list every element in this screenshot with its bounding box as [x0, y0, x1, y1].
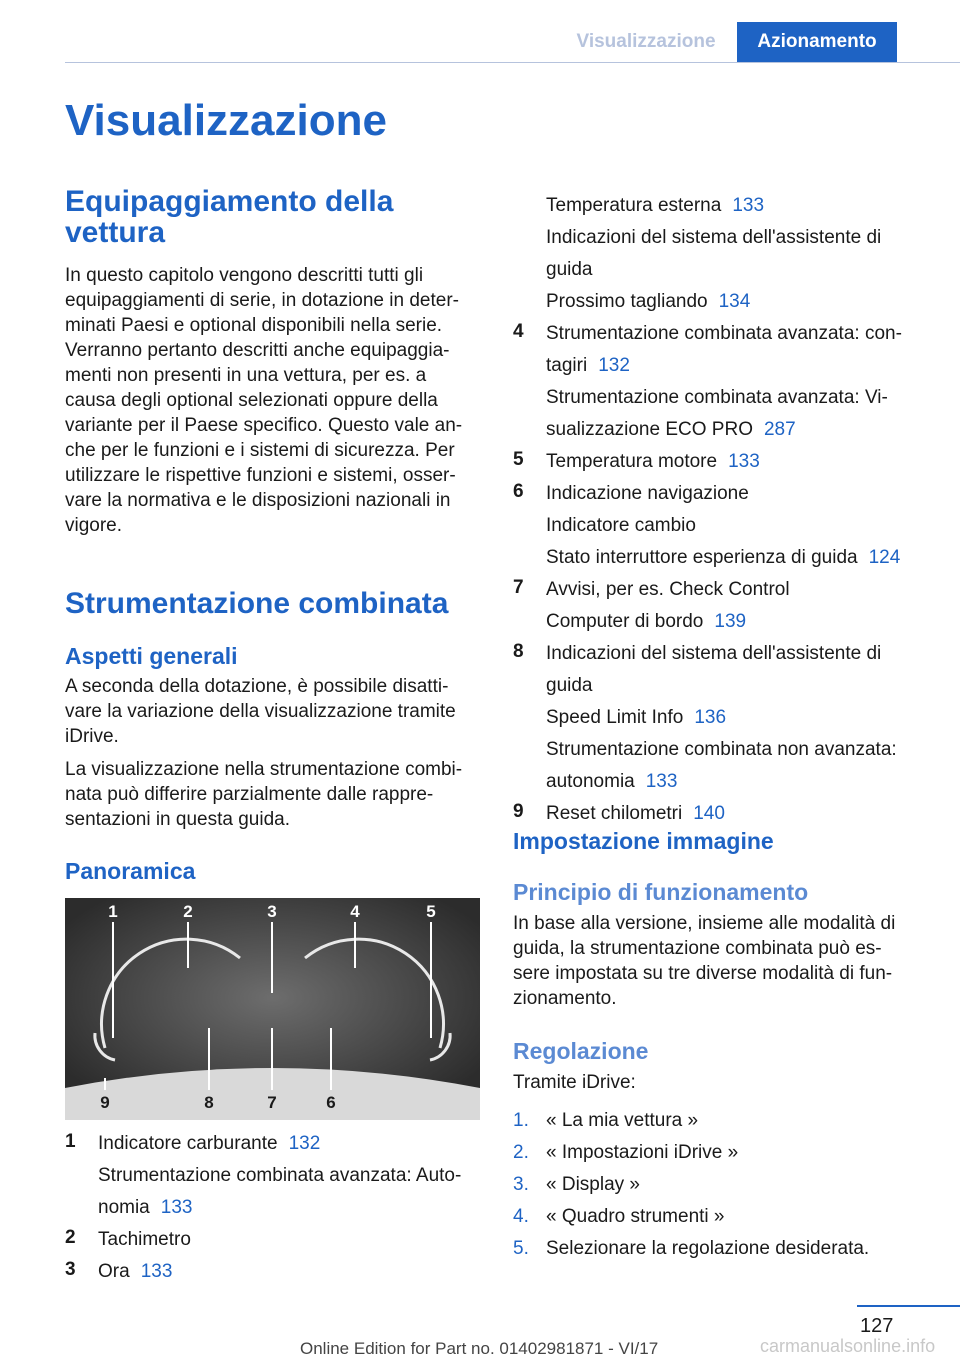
legend-line [546, 321, 933, 346]
page-reference-link[interactable]: 133 [732, 195, 765, 216]
legend-right [513, 193, 933, 833]
legend-line [546, 769, 933, 794]
section-title-equipaggiamento [65, 186, 393, 248]
legend-line [546, 737, 933, 762]
legend-text: Avvisi, per es. Check Control [546, 579, 790, 600]
paragraph-line: nata può differire parzialmente dalle rappre‐ [65, 784, 434, 805]
paragraph-line: sentazioni in questa guida. [65, 809, 290, 830]
paragraph-line: menti non presenti in una vettura, per es. a [65, 365, 427, 386]
legend-line [546, 801, 933, 826]
legend-entry [513, 577, 933, 634]
section-title-line: vettura [65, 216, 166, 249]
step-text: « Impostazioni iDrive » [546, 1142, 739, 1163]
legend-line [546, 641, 933, 666]
legend-number: 3 [65, 1259, 76, 1280]
paragraph-line: In base alla versione, insieme alle modalità di [513, 913, 896, 934]
section-title-strumentazione: Strumentazione combinata [65, 587, 449, 620]
paragraph-line: minati Paesi e optional disponibili nella serie. [65, 315, 443, 336]
page-reference-link[interactable]: 136 [694, 707, 727, 728]
legend-text: Stato interruttore esperienza di guida [546, 547, 858, 568]
paragraph-line: sere impostata su tre diverse modalità di fun‐ [513, 963, 893, 984]
section-title-line: Equipaggiamento della [65, 185, 394, 218]
step-item [513, 1204, 933, 1236]
legend-line [98, 1131, 485, 1156]
step-item [513, 1140, 933, 1172]
legend-line [98, 1163, 485, 1188]
legend-entry [513, 193, 933, 314]
paragraph-line: equipaggiamenti di serie, in dotazione in deter‐ [65, 290, 459, 311]
legend-text: Indicazione navigazione [546, 483, 749, 504]
subsection-title-panoramica: Panoramica [65, 858, 196, 884]
step-number: 3. [513, 1174, 529, 1195]
paragraph-principio [513, 911, 933, 1011]
callout-label: 6 [326, 1093, 336, 1112]
section-title-impostazione-immagine: Impostazione immagine [513, 828, 774, 854]
legend-line [546, 257, 933, 282]
legend-text: sualizzazione ECO PRO [546, 419, 753, 440]
paragraph-line: La visualizzazione nella strumentazione combi‐ [65, 759, 463, 780]
legend-line [98, 1195, 485, 1220]
page-number: 127 [860, 1315, 894, 1337]
legend-line [546, 449, 933, 474]
page-reference-link[interactable]: 287 [763, 419, 796, 440]
page-reference-link[interactable]: 133 [140, 1261, 173, 1282]
legend-text: Strumentazione combinata avanzata: Vi‐ [546, 387, 888, 408]
callout-label: 1 [108, 902, 118, 921]
legend-number: 7 [513, 577, 524, 598]
legend-text: nomia [98, 1197, 150, 1218]
legend-number: 8 [513, 641, 524, 662]
paragraph-aspetti-generali-1 [65, 674, 485, 749]
paragraph-equipaggiamento [65, 263, 485, 538]
legend-entry [65, 1227, 485, 1252]
step-number: 5. [513, 1238, 529, 1259]
step-number: 2. [513, 1142, 529, 1163]
page-reference-link[interactable]: 133 [645, 771, 678, 792]
legend-text: guida [546, 675, 593, 696]
legend-number: 9 [513, 801, 524, 822]
tab-azionamento[interactable]: Azionamento [737, 22, 897, 62]
legend-line [546, 545, 933, 570]
legend-entry [513, 481, 933, 570]
legend-text: autonomia [546, 771, 635, 792]
step-item [513, 1172, 933, 1204]
steps-list [513, 1108, 933, 1268]
watermark: carmanualsonline.info [760, 1336, 936, 1356]
subsection-title-principio: Principio di funzionamento [513, 879, 809, 905]
legend-line [546, 193, 933, 218]
page-reference-link[interactable]: 132 [598, 355, 630, 376]
callout-label: 3 [267, 902, 277, 921]
page-reference-link[interactable]: 134 [718, 291, 751, 312]
legend-text: Prossimo tagliando [546, 291, 708, 312]
callout-label: 5 [426, 902, 436, 921]
page-header [0, 0, 960, 62]
legend-text: guida [546, 259, 593, 280]
callout-label: 7 [267, 1093, 277, 1112]
instrument-cluster-figure [65, 898, 480, 1120]
page-reference-link[interactable]: 133 [728, 451, 760, 472]
instrument-cluster-illustration [65, 898, 480, 1120]
legend-number: 1 [65, 1131, 76, 1152]
step-text: Selezionare la regolazione desiderata. [546, 1238, 870, 1259]
step-text: « Display » [546, 1174, 640, 1195]
paragraph-line: zionamento. [513, 988, 617, 1009]
legend-line [546, 225, 933, 250]
legend-number: 4 [513, 321, 524, 342]
legend-text: Temperatura motore [546, 451, 718, 472]
step-item [513, 1108, 933, 1140]
legend-text: Indicatore cambio [546, 515, 696, 536]
step-item [513, 1236, 933, 1268]
legend-entry [65, 1259, 485, 1284]
page-title: Visualizzazione [65, 96, 387, 145]
legend-text: Strumentazione combinata avanzata: con‐ [546, 323, 902, 344]
legend-number: 5 [513, 449, 524, 470]
callout-label: 9 [100, 1093, 110, 1112]
legend-text: Tachimetro [98, 1229, 191, 1250]
page-reference-link[interactable]: 140 [693, 803, 725, 824]
step-text: « La mia vettura » [546, 1110, 699, 1131]
paragraph-line: A seconda della dotazione, è possibile disatti‐ [65, 676, 449, 697]
paragraph-line: guida, la strumentazione combinata può es‐ [513, 938, 882, 959]
page-reference-link[interactable]: 132 [288, 1133, 321, 1154]
legend-line [546, 513, 933, 538]
legend-line [546, 609, 933, 634]
paragraph-line: variante per il Paese specifico. Questo vale an‐ [65, 415, 463, 436]
paragraph-line: vare la variazione della visualizzazione tramite [65, 701, 456, 722]
page-reference-link[interactable]: 124 [868, 547, 901, 568]
page-reference-link[interactable]: 139 [714, 611, 747, 632]
page-reference-link[interactable]: 133 [160, 1197, 193, 1218]
legend-text: Computer di bordo [546, 611, 704, 632]
legend-line [546, 673, 933, 698]
step-number: 4. [513, 1206, 529, 1227]
legend-text: Temperatura esterna [546, 195, 722, 216]
paragraph-line: vigore. [65, 515, 123, 536]
legend-line [546, 577, 933, 602]
legend-text: Indicazioni del sistema dell'assistente di [546, 643, 882, 664]
legend-line [546, 385, 933, 410]
legend-entry [513, 641, 933, 794]
legend-text: Strumentazione combinata non avanzata: [546, 739, 897, 760]
paragraph-line: Verranno pertanto descritti anche equipaggia‐ [65, 340, 450, 361]
paragraph-line: In questo capitolo vengono descritti tutti gli [65, 265, 424, 286]
legend-text: Speed Limit Info [546, 707, 684, 728]
legend-line [546, 481, 933, 506]
paragraph-line: che per le funzioni e i sistemi di sicurezza. Per [65, 440, 455, 461]
paragraph-line: causa degli optional selezionati oppure della [65, 390, 438, 411]
legend-number: 6 [513, 481, 524, 502]
legend-entry [513, 321, 933, 442]
paragraph-regolazione-intro: Tramite iDrive: [513, 1072, 636, 1093]
paragraph-line: utilizzare le rispettive funzioni e sistemi, osser‐ [65, 465, 456, 486]
legend-left [65, 1131, 485, 1291]
subsection-title-aspetti-generali: Aspetti generali [65, 643, 238, 669]
footer-divider [857, 1305, 960, 1307]
legend-text: Strumentazione combinata avanzata: Auto‐ [98, 1165, 462, 1186]
legend-text: tagiri [546, 355, 588, 376]
step-number: 1. [513, 1110, 529, 1131]
callout-label: 8 [204, 1093, 214, 1112]
legend-line [98, 1259, 485, 1284]
legend-text: Ora [98, 1261, 130, 1282]
legend-line [98, 1227, 485, 1252]
paragraph-aspetti-generali-2 [65, 757, 485, 832]
subsection-title-regolazione: Regolazione [513, 1038, 649, 1064]
legend-entry [513, 801, 933, 826]
callout-label: 4 [350, 902, 360, 921]
legend-number: 2 [65, 1227, 76, 1248]
legend-text: Indicazioni del sistema dell'assistente di [546, 227, 882, 248]
legend-entry [65, 1131, 485, 1220]
step-text: « Quadro strumenti » [546, 1206, 725, 1227]
paragraph-line: vare la normativa e le disposizioni nazionali in [65, 490, 451, 511]
legend-text: Indicatore carburante [98, 1133, 278, 1154]
legend-entry [513, 449, 933, 474]
legend-line [546, 353, 933, 378]
paragraph-line: iDrive. [65, 726, 119, 747]
legend-line [546, 417, 933, 442]
header-divider [65, 62, 960, 63]
tab-visualizzazione[interactable]: Visualizzazione [576, 31, 716, 52]
callout-label: 2 [183, 902, 193, 921]
edition-info: Online Edition for Part no. 01402981871 - VI/17 [300, 1339, 659, 1358]
legend-text: Reset chilometri [546, 803, 683, 824]
legend-line [546, 705, 933, 730]
legend-line [546, 289, 933, 314]
